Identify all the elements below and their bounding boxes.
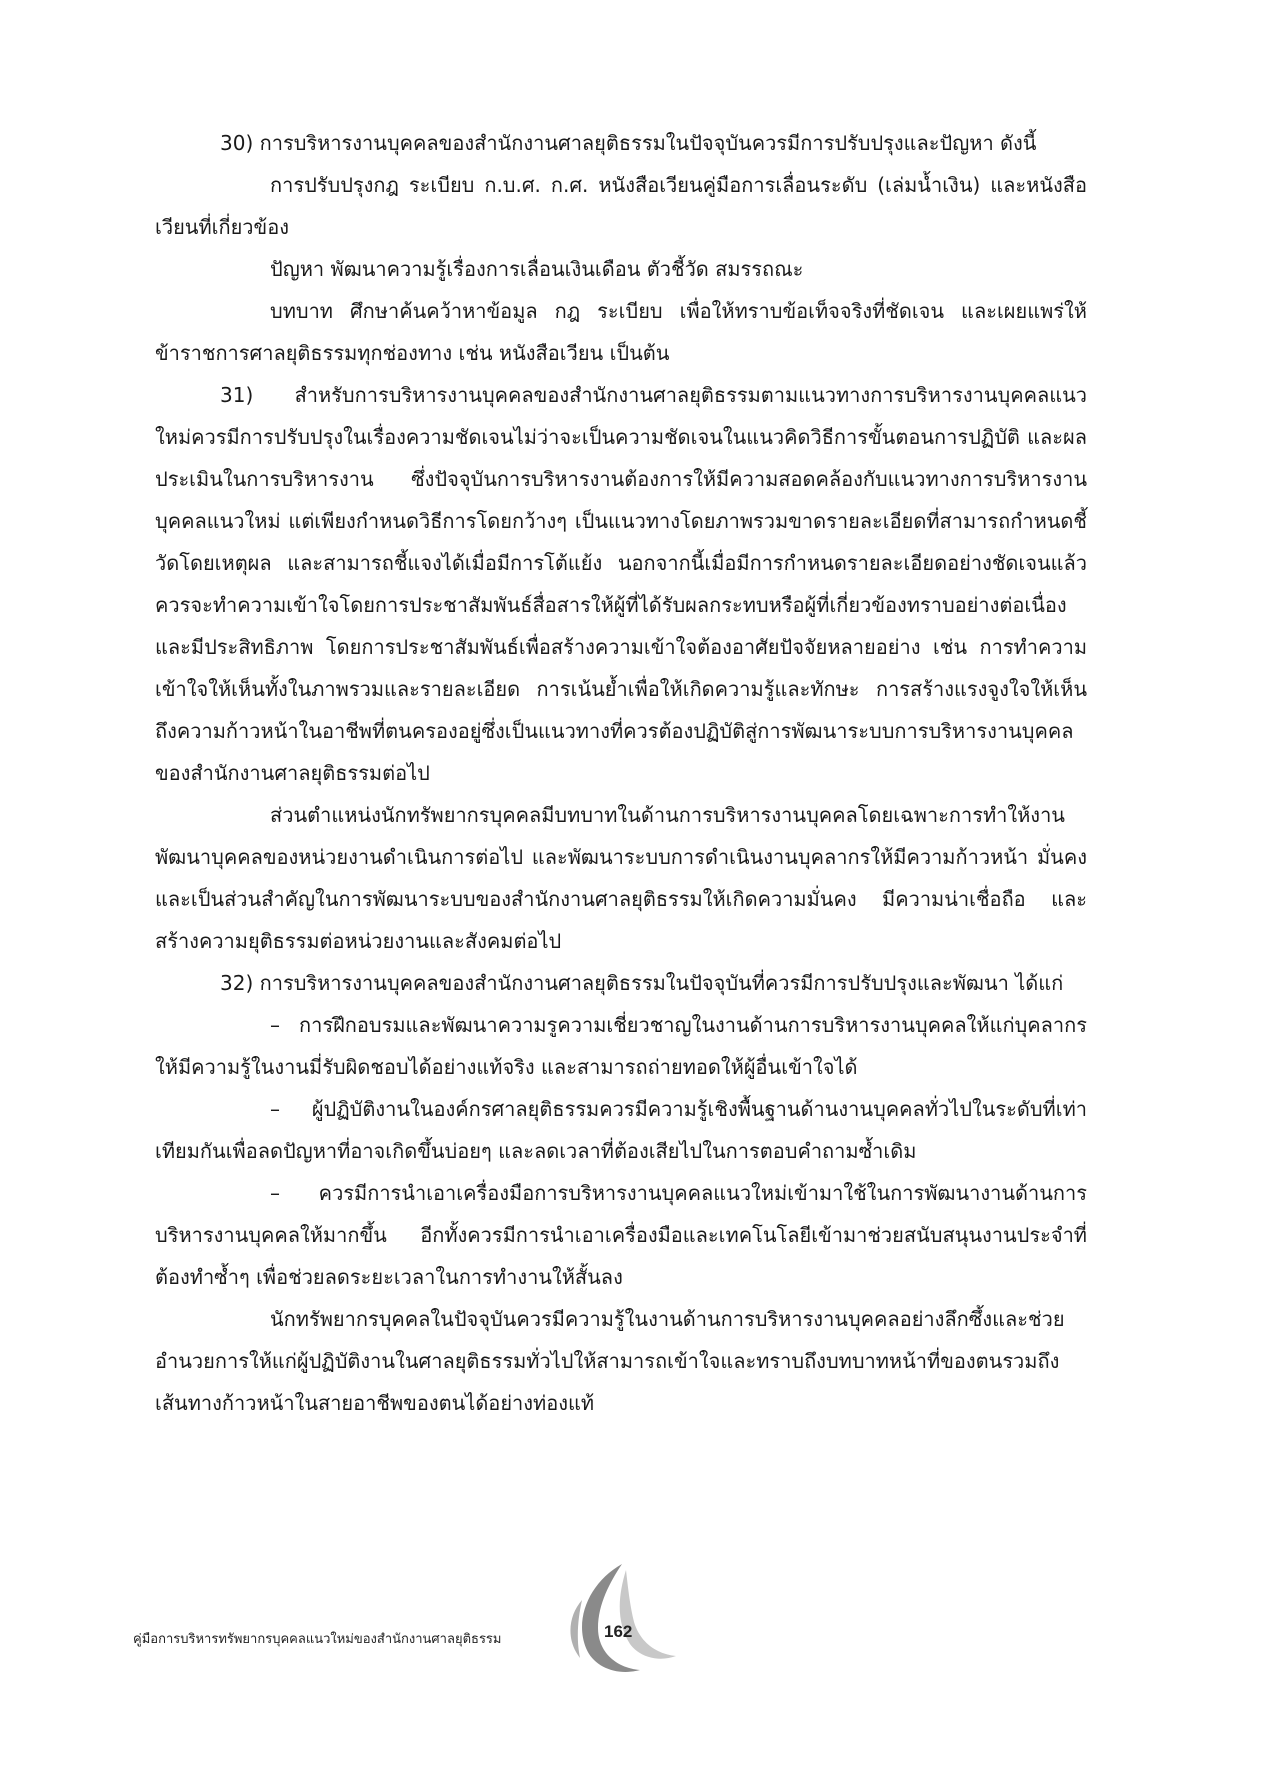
paragraph-improvement: การปรับปรุงกฎ ระเบียบ ก.บ.ศ. ก.ศ. หนังสือเวียนคู่มือการเลื่อนระดับ (เล่มน้ำเงิน) และหนังสือเวียนที่เกี่ยวข้อง: [155, 173, 1087, 239]
paragraph-role: บทบาท ศึกษาค้นคว้าหาข้อมูล กฎ ระเบียบ เพื่อให้ทราบข้อเท็จจริงที่ชัดเจน และเผยแพร่ให้ข้าราชการศาลยุติธรรมทุกช่องทาง เช่น หนังสือเวียน เป็นต้น: [155, 299, 1087, 365]
paragraph-32: 32) การบริหารงานบุคคลของสำนักงานศาลยุติธรรมในปัจจุบันที่ควรมีการปรับปรุงและพัฒนา ได้แก่: [220, 971, 1064, 995]
bullet-new-tools: – ควรมีการนำเอาเครื่องมือการบริหารงานบุคคลแนวใหม่เข้ามาใช้ในการพัฒนางานด้านการบริหารงานบุคคลให้มากขึ้น อีกทั้งควรมีการนำเอาเครื่องมือและเทคโนโลยีเข้ามาช่วยสนับสนุนงานประจำที่ต้องทำซ้ำๆ เพื่อช่วยลดระยะเวลาในการทำงานให้สั้นลง: [155, 1181, 1087, 1289]
footer-manual-title: คู่มือการบริหารทรัพยากรบุคคลแนวใหม่ของสำนักงานศาลยุติธรรม: [133, 1632, 502, 1647]
swoosh-logo-icon: [560, 1560, 680, 1680]
paragraph-31: 31) สำหรับการบริหารงานบุคคลของสำนักงานศาลยุติธรรมตามแนวทางการบริหารงานบุคคลแนวใหม่ควรมีการปรับปรุงในเรื่องความชัดเจนไม่ว่าจะเป็นความชัดเจนในแนวคิดวิธีการขั้นตอนการปฏิบัติ และผลประเมินในการบริหารงาน ซึ่งปัจจุบันการบริหารงานต้องการให้มีความสอดคล้องกับแนวทางการบริหารงานบุคคลแนวใหม่ แต่เพียงกำหนดวิธีการโดยกว้างๆ เป็นแนวทางโดยภาพรวมขาดรายละเอียดที่สามารถกำหนดชี้วัดโดยเหตุผล และสามารถชี้แจงได้เมื่อมีการโต้แย้ง นอกจากนี้เมื่อมีการกำหนดรายละเอียดอย่างชัดเจนแล้วควรจะทำความเข้าใจโดยการประชาสัมพันธ์สื่อสารให้ผู้ที่ได้รับผลกระทบหรือผู้ที่เกี่ยวข้องทราบอย่างต่อเนื่องและมีประสิทธิภาพ โดยการประชาสัมพันธ์เพื่อสร้างความเข้าใจต้องอาศัยปัจจัยหลายอย่าง เช่น การทำความเข้าใจให้เห็นทั้งในภาพรวมและรายละเอียด การเน้นย้ำเพื่อให้เกิดความรู้และทักษะ การสร้างแรงจูงใจให้เห็นถึงความก้าวหน้าในอาชีพที่ตนครองอยู่ซึ่งเป็นแนวทางที่ควรต้องปฏิบัติสู่การพัฒนาระบบการบริหารงานบุคคลของสำนักงานศาลยุติธรรมต่อไป: [155, 383, 1087, 785]
bullet-training: – การฝึกอบรมและพัฒนาความรูความเชี่ยวชาญในงานด้านการบริหารงานบุคคลให้แก่บุคลากรให้มีความรู้ในงานมี่รับผิดชอบได้อย่างแท้จริง และสามารถถ่ายทอดให้ผู้อื่นเข้าใจได้: [155, 1013, 1087, 1079]
page-body: [155, 122, 1087, 1424]
page-number: 162: [604, 1622, 633, 1641]
paragraph-30: 30) การบริหารงานบุคคลของสำนักงานศาลยุติธรรมในปัจจุบันควรมีการปรับปรุงและปัญหา ดังนี้: [220, 131, 1037, 155]
bullet-basic-knowledge: – ผู้ปฏิบัติงานในองค์กรศาลยุติธรรมควรมีความรู้เชิงพื้นฐานด้านงานบุคคลทั่วไปในระดับที่เท่าเทียมกันเพื่อลดปัญหาที่อาจเกิดขึ้นบ่อยๆ และลดเวลาที่ต้องเสียไปในการตอบคำถามซ้ำเดิม: [155, 1097, 1087, 1163]
paragraph-hr-position: ส่วนตำแหน่งนักทรัพยากรบุคคลมีบทบาทในด้านการบริหารงานบุคคลโดยเฉพาะการทำให้งานพัฒนาบุคคลของหน่วยงานดำเนินการต่อไป และพัฒนาระบบการดำเนินงานบุคลากรให้มีความก้าวหน้า มั่นคง และเป็นส่วนสำคัญในการพัฒนาระบบของสำนักงานศาลยุติธรรมให้เกิดความมั่นคง มีความน่าเชื่อถือ และสร้างความยุติธรรมต่อหน่วยงานและสังคมต่อไป: [155, 803, 1087, 953]
paragraph-hr-staff: นักทรัพยากรบุคคลในปัจจุบันควรมีความรู้ในงานด้านการบริหารงานบุคคลอย่างลึกซึ้งและช่วยอำนวยการให้แก่ผู้ปฏิบัติงานในศาลยุติธรรมทั่วไปให้สามารถเข้าใจและทราบถึงบทบาทหน้าที่ของตนรวมถึงเส้นทางก้าวหน้าในสายอาชีพของตนได้อย่างท่องแท้: [155, 1307, 1065, 1415]
paragraph-problem: ปัญหา พัฒนาความรู้เรื่องการเลื่อนเงินเดือน ตัวชี้วัด สมรรถณะ: [270, 257, 804, 281]
page-footer: [0, 1560, 1276, 1680]
